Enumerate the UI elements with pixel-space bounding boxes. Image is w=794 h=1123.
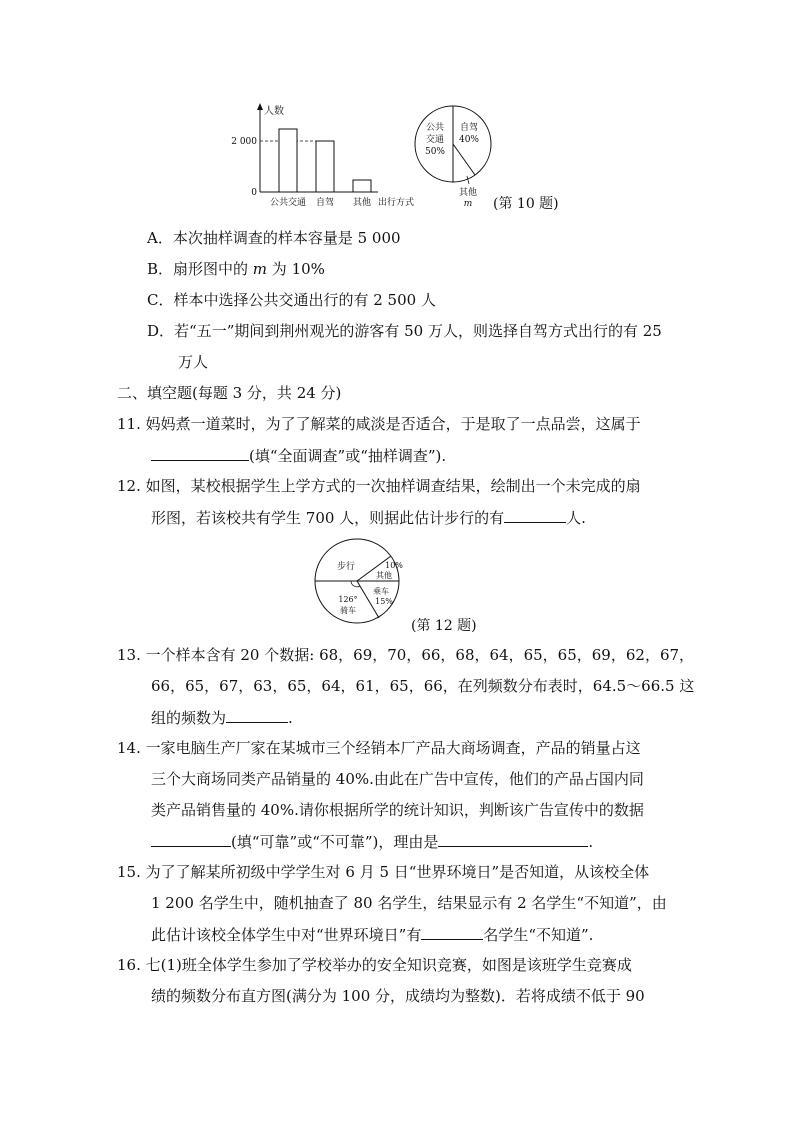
q13-line3 [151,707,293,728]
q15-line3 [151,924,593,945]
option-d-line2: 万人 [178,353,209,371]
q13-answer-blank[interactable] [226,707,288,723]
q15-answer-blank[interactable] [421,924,483,940]
y-axis-label: 人数 [264,106,284,117]
pie-other-m: m [463,199,473,209]
q11-answer-blank[interactable] [151,445,249,461]
q12-line1: 12. 如图，某校根据学生上学方式的一次抽样调查结果，绘制出一个未完成的扇 [117,477,641,495]
q11-line2-text: (填“全面调查”或“抽样调查”). [249,447,447,465]
pie-public-label-2: 交通 [425,135,445,145]
q12-line2-text: 形图，若该校共有学生 700 人，则据此估计步行的有 [151,509,505,527]
fig12-pct10: 10% [385,561,403,570]
q16-line1: 16. 七(1)班全体学生参加了学校举办的安全知识竞赛，如图是该班学生竞赛成 [117,956,632,974]
q13-line1: 13. 一个样本含有 20 个数据: 68，69，70，66，68，64，65，65，69，62，67， [117,646,695,664]
fig12-caption: (第 12 题) [411,618,477,634]
fig12-deg126: 126° [338,595,358,604]
pie-public-label-1: 公共 [425,123,445,133]
option-a: A．本次抽样调查的样本容量是 5 000 [147,229,401,247]
bar-public-transport [279,129,297,192]
option-b-pre: B．扇形图中的 [147,260,253,278]
q13-line3-end: . [288,709,293,727]
q11-line2 [151,445,446,466]
q14-answer-blank-1[interactable] [151,831,231,847]
q13-line3-text: 组的频数为 [151,709,227,727]
fig12-bike-label: 骑车 [340,606,356,615]
bar-other [353,180,371,192]
q15-line1: 15. 为了了解某所初级中学学生对 6 月 5 日“世界环境日”是否知道，从该校全体 [117,863,650,881]
pie-other-label: 其他 [458,188,478,198]
q15-line2: 1 200 名学生中，随机抽查了 80 名学生，结果显示有 2 名学生“不知道”，由 [151,894,667,912]
q16-line2: 绩的频数分布直方图(满分为 100 分，成绩均为整数)．若将成绩不低于 90 [151,987,645,1005]
y-axis-arrow [257,103,263,110]
option-b-post: 为 10% [267,260,325,278]
q12-answer-blank[interactable] [504,507,566,523]
pie-self-label: 自驾 [459,123,479,133]
q12-line2-end: 人. [566,509,586,527]
q14-line4 [151,831,593,852]
x-axis-label: 出行方式 [377,198,415,208]
q11-line1: 11. 妈妈煮一道菜时，为了了解菜的咸淡是否适合，于是取了一点品尝，这属于 [117,415,641,433]
q13-line2: 66，65，67，63，65，64，61，65，66，在列频数分布表时，64.5～66.5 这 [151,677,695,695]
q14-line4-text: (填“可靠”或“不可靠”)，理由是 [231,833,439,851]
fig12-pie-chart [312,536,412,626]
q15-line3-text: 此估计该校全体学生中对“世界环境日”有 [151,926,422,944]
fig10-pie-chart [412,104,497,212]
option-d-line1: D．若“五一”期间到荆州观光的游客有 50 万人，则选择自驾方式出行的有 25 [147,322,662,340]
x-tick-other: 其他 [352,198,372,208]
q14-line4-end: . [588,833,594,851]
option-c: C．样本中选择公共交通出行的有 2 500 人 [147,291,436,309]
x-tick-public: 公共交通 [269,198,307,208]
x-tick-self: 自驾 [315,198,335,208]
q12-line2 [151,507,586,528]
q15-line3-end: 名学生“不知道”. [483,926,594,944]
option-b-m: m [252,260,268,278]
fig10-bar-chart [228,100,428,212]
q14-answer-blank-2[interactable] [438,831,588,847]
bar-self-drive [316,141,334,192]
pie-self-pct: 40% [458,135,480,145]
fig12-walk-label: 步行 [336,562,356,572]
y-tick-0: 0 [251,188,257,198]
q14-line2: 三个大商场同类产品销量的 40%.由此在广告中宣传，他们的产品占国内同 [151,770,644,788]
pie-public-pct: 50% [424,147,446,157]
section-heading: 二、填空题(每题 3 分，共 24 分) [117,384,342,402]
q14-line1: 14. 一家电脑生产厂家在某城市三个经销本厂产品大商场调查，产品的销量占这 [117,739,641,757]
option-b [147,259,325,279]
fig12-bus-label: 乘车 [373,587,389,596]
fig12-other-label: 其他 [376,571,392,580]
y-tick-2000: 2 000 [231,137,257,147]
fig12-pct15: 15% [375,597,393,606]
fig10-caption: (第 10 题) [493,196,559,212]
q14-line3: 类产品销售量的 40%.请你根据所学的统计知识，判断该广告宣传中的数据 [151,801,644,819]
